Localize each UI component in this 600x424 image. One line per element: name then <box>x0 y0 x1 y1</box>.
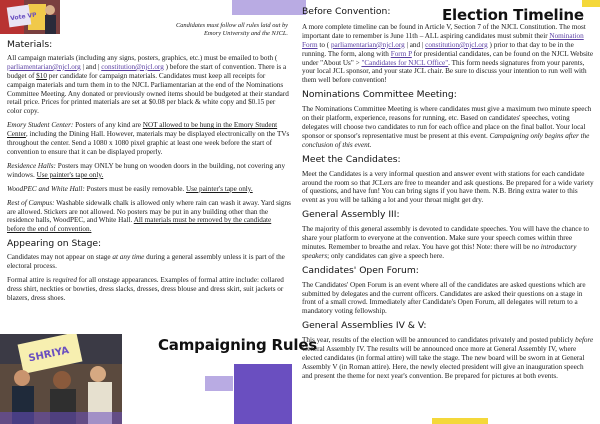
appearing-on-stage-heading: Appearing on Stage: <box>7 238 102 250</box>
stage-paragraph-2: Formal attire is required for all onstage appearances. Examples of formal attire include: collared dress shirt, neckties or bowties, dress slacks, dresses, dress blouse and dress skirt, suit jackets or blazers, dress shoes. <box>7 275 284 302</box>
rest-of-campus-rule: Rest of Campus: Washable sidewalk chalk is allowed only where rain can wash it away. Yard signs are allowed. Stickers are not allowed. No posters may be put in any building other than the residence halls, WoodPEC, and White Hall. All materials must be removed by the candidate before the end of convention. <box>7 198 291 234</box>
nominations-paragraph: The Nominations Committee Meeting is where candidates must give a maximum two minute speech on their platform, experience, reasons for running, etc. Based on candidates' speeches, voting delegates will choose two candidates to run for each office and place on the final ballot. Your local sponsor or sponsor's representative must be present at this event. Campaigning only begins after the conclusion of this event. <box>302 105 592 149</box>
campaign-photo-bottom <box>0 334 122 424</box>
rules-caption: Candidates must follow all rules laid out by Emory University and the NJCL. <box>175 22 288 37</box>
yellow-swatch-bottom <box>432 418 488 424</box>
materials-heading: Materials: <box>7 39 53 50</box>
before-convention-heading: Before Convention: <box>302 6 391 17</box>
nomination-form-link[interactable]: Nomination Form <box>302 31 584 49</box>
lavender-swatch-bottom <box>205 376 233 391</box>
purple-swatch-bottom <box>234 364 292 424</box>
open-forum-paragraph: The Candidates' Open Forum is an event where all of the candidates are asked questions which are submitted by delegates and the current officers. Candidates are asked their questions on a stage in front of a small crowd. Immediately after Candidate's Open Forum, all delegates will return to a mandatory voting fellowship. <box>302 280 586 316</box>
general-assemblies-4-5-heading: General Assemblies IV & V: <box>302 320 427 332</box>
meet-candidates-paragraph: Meet the Candidates is a very informal question and answer event with stations for each candidate around the room so that JCLers are free to meander and ask questions. Be prepared for a wide variety of questions, and have fun! You can bring signs if you have them. N.B. Bring extra water to this event as you will be talking a lot and your throat might get dry. <box>302 169 594 205</box>
residence-halls-rule: Residence Halls: Posters may ONLY be hung on wooden doors in the building, not covering any windows. Use painter's tape only. <box>7 161 286 179</box>
email-link-parliamentarian[interactable]: parliamentarian@njcl.org <box>7 62 81 71</box>
materials-paragraph: All campaign materials (including any signs, posters, graphics, etc.) must be emailed to both ( parliamentarian@njcl.org | and | constitution@njcl.org ) before the start of convention. There is a budget of $10 per candidate for campaign materials. Candidates must keep all receipts for campaign materials and turn them in to the NJCL Parliamentarian at the end of the Nominations Committee Meeting. Any donated or previously owned items should be budgeted at their standard retail price. Prices for printed materials are set at $0.08 per black & white copy and $0.15 per color copy. <box>7 53 289 116</box>
campaigning-rules-title: Campaigning Rules <box>158 336 318 354</box>
stage-paragraph-1: Candidates may not appear on stage at any time during a general assembly unless it is part of the electoral process. <box>7 253 285 271</box>
bottom-sign-text: SHRIYA <box>27 345 71 365</box>
election-timeline-title: Election Timeline <box>442 6 584 24</box>
campaign-photo-top <box>0 0 60 34</box>
form-p-link[interactable]: Form P <box>390 49 412 58</box>
general-assembly-3-paragraph: The majority of this general assembly is devoted to candidate speeches. You will have the chance to share your platform to everyone at the convention. Make sure your speech comes within three minutes. Remember to breathe and relax. You have got this! Note: there will be no introductory speakers; only candidates can give a speech here. <box>302 225 590 260</box>
email-link-constitution-2[interactable]: constitution@njcl.org <box>425 40 488 49</box>
purple-swatch-top <box>232 0 306 15</box>
email-link-parliamentarian-2[interactable]: parliamentarian@njcl.org <box>330 40 405 49</box>
left-column <box>7 37 291 308</box>
right-column <box>302 6 594 386</box>
meet-candidates-heading: Meet the Candidates: <box>302 153 401 165</box>
email-link-constitution[interactable]: constitution@njcl.org <box>101 62 164 71</box>
top-sign-text: Vote VP <box>9 11 38 23</box>
open-forum-heading: Candidates' Open Forum: <box>302 264 419 276</box>
candidates-office-link[interactable]: "Candidates for NJCL Office" <box>361 58 449 67</box>
general-assembly-3-heading: General Assembly III: <box>302 209 400 221</box>
general-assemblies-4-5-paragraph: This year, results of the election will be announced to candidates privately and posted publicly before General Assembly IV. The results will be announced once more at General Assembly IV, where elected candidates (in formal attire) will take the stage. The new board will be sworn in at General Assembly V (in Roman attire). Here, the newly elected president will give an inauguration speech and present the theme for next year's convention. Be prepared for pictures at both events. <box>302 336 594 380</box>
emory-student-center-rule: Emory Student Center: Posters of any kind are NOT allowed to be hung in the Emory Student Center, including the Dining Hall. However, materials may be displayed electronically on the TVs throughout the center. Send a 1080 x 1080 pixel graphic at least one week before the start of convention to ensure that it can be displayed properly. <box>7 121 290 156</box>
before-convention-paragraph: A more complete timeline can be found in Article V, Section 7 of the NJCL Constitution. The most important date to remember is June 11th – ALL aspiring candidates must submit their Nomination Form to ( parliamentarian@njcl.org | and | constitution@njcl.org ) prior to that day to be in the running. The form, along with Form P for presidential candidates, can be found on the NJCL Website under "About Us" > "Candidates for NJCL Office". This form needs signatures from your parents, your local JCL sponsor, and your state JCL chair. Be sure to discuss your intention to run well with them well before convention! <box>302 22 594 85</box>
nominations-heading: Nominations Committee Meeting: <box>302 89 457 101</box>
woodpec-rule: WoodPEC and White Hall: Posters must be easily removable. Use painter's tape only. <box>7 184 253 193</box>
